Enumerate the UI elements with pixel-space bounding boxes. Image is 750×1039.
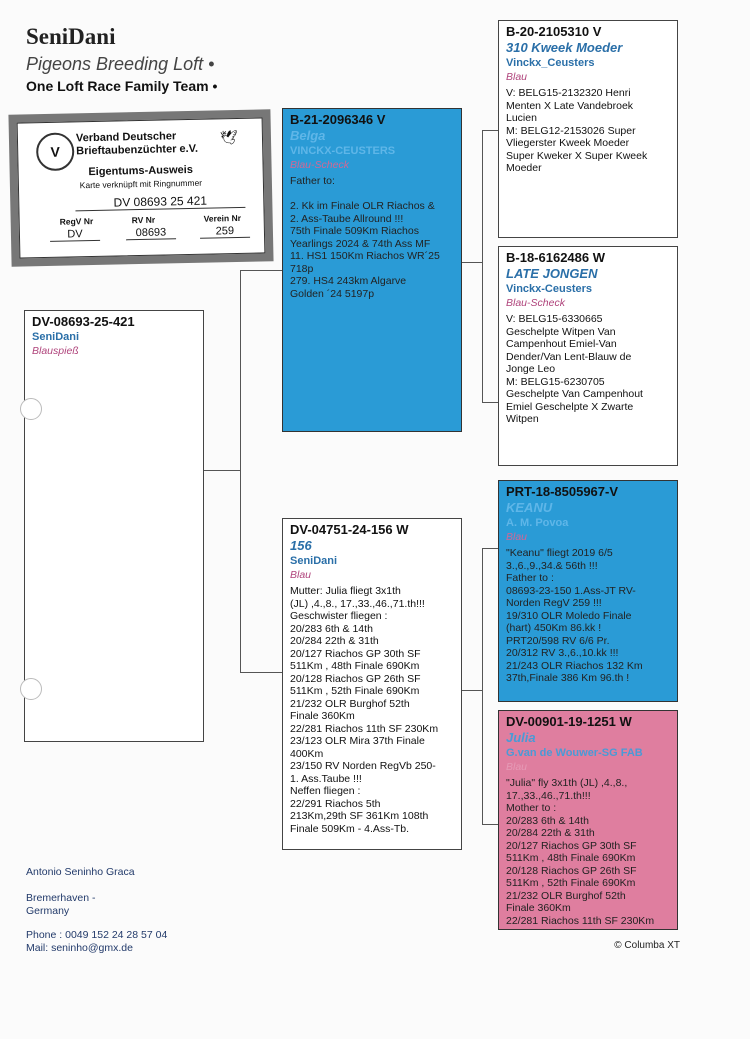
pigeon-description: "Keanu" fliegt 2019 6/5 3.,6.,9.,34.& 56th !!! Father to : 08693-23-150 1.Ass-JT RV- Norden RegV 259 !!! 19/310 OLR Moledo Finale (hart) 450Km 86.kk ! PRT20/598 RV 6/6 Pr. 20/312 RV 3.,6.,10.kk !!! 21/243 OLR Riachos 132 Km 37th,Finale 386 Km 96.th ! xyxy=(506,547,643,684)
connector-line xyxy=(482,824,498,825)
ownership-card xyxy=(8,109,273,266)
pigeon-box-dam xyxy=(282,518,462,850)
connector-line xyxy=(482,130,483,402)
pigeon-color: Blau xyxy=(506,71,528,83)
owner-email: Mail: seninho@gmx.de xyxy=(26,942,133,954)
pigeon-name: Julia xyxy=(506,730,536,745)
card-label-rv: RV Nr xyxy=(131,214,156,226)
connector-line xyxy=(482,402,498,403)
card-doc-title: Eigentums-Ausweis xyxy=(88,163,194,179)
binder-hole xyxy=(20,398,42,420)
ring-number: PRT-18-8505967-V xyxy=(506,484,619,499)
pigeon-description: V: BELG15-6330665 Geschelpte Witpen Van Campenhout Emiel-Van Dender/Van Lent-Blauw de Jonge Leo M: BELG15-6230705 Geschelpte Van Campenhout Emiel Geschelpte X Zwarte Witpen xyxy=(506,313,643,425)
pigeon-description: Father to: 2. Kk im Finale OLR Riachos & 2. Ass-Taube Allround !!! 75th Finale 509Km Riachos Yearlings 2024 & 74th Ass MF 11. HS1 150Km Riachos WR´25 718p 279. HS4 243km Algarve Golden ´24 5197p xyxy=(290,175,440,300)
ring-number: B-20-2105310 V xyxy=(506,24,602,39)
pigeon-color: Blau xyxy=(506,531,528,543)
breeder: A. M. Povoa xyxy=(506,517,569,529)
pigeon-color: Blauspieß xyxy=(32,345,79,357)
connector-line xyxy=(462,690,482,691)
pigeon-logo-icon: 🕊 xyxy=(219,128,238,146)
pigeon-box-dam-sire xyxy=(498,480,678,702)
pigeon-name: KEANU xyxy=(506,500,553,515)
connector-line xyxy=(462,262,482,263)
connector-line xyxy=(204,470,240,471)
card-value-verein: 259 xyxy=(200,225,250,239)
ring-number: B-18-6162486 W xyxy=(506,250,605,265)
loft-subtitle: Pigeons Breeding Loft • xyxy=(26,54,215,74)
connector-line xyxy=(482,130,498,131)
pigeon-description: "Julia" fly 3x1th (JL) ,4.,8., 17.,33.,46.,71.th!!! Mother to : 20/283 6th & 14th 20/284 22th & 31th 20/127 Riachos GP 30th SF 511Km , 48th Finale 690Km 20/128 Riachos GP 26th SF 511Km , 52th Finale 690Km 21/232 OLR Burghof 52th Finale 360Km 22/281 Riachos 11th SF 230Km xyxy=(506,777,655,927)
owner-phone: Phone : 0049 152 24 28 57 04 xyxy=(26,929,168,941)
pigeon-color: Blau-Scheck xyxy=(506,297,565,309)
pigeon-color: Blau xyxy=(290,569,312,581)
connector-line xyxy=(482,548,483,824)
pigeon-box-main xyxy=(24,310,204,742)
ring-number: DV-04751-24-156 W xyxy=(290,522,409,537)
pigeon-color: Blau-Scheck xyxy=(290,159,349,171)
association-name: Verband Deutscher Brieftaubenzüchter e.V. xyxy=(75,130,199,158)
pigeon-box-sire xyxy=(282,108,462,432)
pigeon-name: 310 Kweek Moeder xyxy=(506,40,623,55)
loft-title: SeniDani xyxy=(26,24,116,49)
connector-line xyxy=(240,270,282,271)
card-value-regv: DV xyxy=(50,228,100,242)
pigeon-description: V: BELG15-2132320 Henri Menten X Late Vandebroek Lucien M: BELG12-2153026 Super Vliegerster Kweek Moeder Super Kweker X Super Kweek Moeder xyxy=(506,87,648,174)
connector-line xyxy=(240,270,241,672)
owner-country: Germany xyxy=(26,905,70,917)
ring-number: DV-08693-25-421 xyxy=(32,314,135,329)
pigeon-box-dam-dam xyxy=(498,710,678,930)
association-logo-icon: V xyxy=(36,132,75,171)
software-brand: © Columba XT xyxy=(614,940,680,951)
breeder: Vinckx_Ceusters xyxy=(506,57,595,69)
pigeon-box-sire-sire xyxy=(498,20,678,238)
binder-hole xyxy=(20,678,42,700)
card-label-regv: RegV Nr xyxy=(59,216,94,227)
breeder: Vinckx-Ceusters xyxy=(506,283,593,295)
pigeon-color: Blau xyxy=(506,761,528,773)
breeder: SeniDani xyxy=(32,331,80,343)
ring-number: DV-00901-19-1251 W xyxy=(506,714,632,729)
connector-line xyxy=(240,672,282,673)
breeder: VINCKX-CEUSTERS xyxy=(290,145,396,157)
owner-name: Antonio Seninho Graca xyxy=(26,866,135,878)
owner-city: Bremerhaven - xyxy=(26,892,96,904)
loft-team: One Loft Race Family Team • xyxy=(26,78,218,94)
breeder: G.van de Wouwer-SG FAB xyxy=(506,747,643,759)
card-ring-number: DV 08693 25 421 xyxy=(75,193,245,212)
pigeon-description: Mutter: Julia fliegt 3x1th (JL) ,4.,8., 17.,33.,46.,71.th!!! Geschwister fliegen : 20/283 6th & 14th 20/284 22th & 31th 20/127 Riachos GP 30th SF 511Km , 48th Finale 690Km 20/128 Riachos GP 26th SF 511Km , 52th Finale 690Km 21/232 OLR Burghof 52th Finale 360Km 22/281 Riachos 11th SF 230Km 23/123 OLR Mira 37th Finale 400Km 23/150 RV Norden RegVb 250- 1. Ass.Taube !!! Neffen fliegen : 22/291 Riachos 5th 213Km,29th SF 361Km 108th Finale 509Km - 4.Ass-Tb. xyxy=(290,585,439,835)
breeder: SeniDani xyxy=(290,555,338,567)
card-doc-note: Karte verknüpft mit Ringnummer xyxy=(79,177,203,191)
ring-number: B-21-2096346 V xyxy=(290,112,386,127)
card-label-verein: Verein Nr xyxy=(203,212,242,224)
pigeon-name: Belga xyxy=(290,128,326,143)
pigeon-name: LATE JONGEN xyxy=(506,266,598,281)
card-value-rv: 08693 xyxy=(126,226,176,240)
connector-line xyxy=(482,548,498,549)
pigeon-box-sire-dam xyxy=(498,246,678,466)
pigeon-name: 156 xyxy=(290,538,312,553)
